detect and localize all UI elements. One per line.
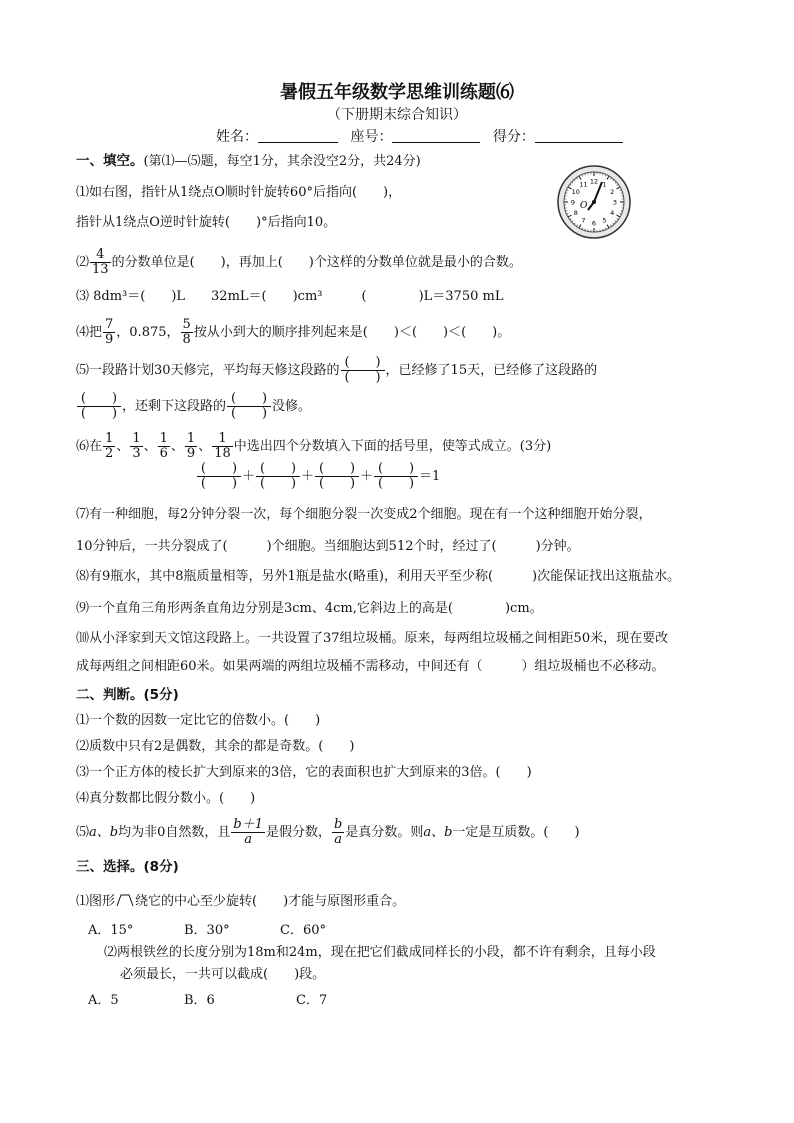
q7-line1: ⑺有一种细胞，每2分钟分裂一次，每个细胞分裂一次变成2个细胞。现在有一个这种细胞开始分裂，: [76, 507, 652, 522]
q4-text: 按从小到大的顺序排列起来是( )＜( )＜( )。: [193, 325, 511, 340]
q2-denominator: 13: [92, 262, 109, 277]
q4-f2-numerator: 5: [182, 317, 191, 332]
clock-number: 11: [579, 180, 588, 189]
q5-blank-num-2: ( ): [77, 392, 121, 407]
q6-fraction-den: 2: [105, 446, 114, 461]
q6-fraction-den: 6: [159, 446, 168, 461]
q6-fraction: [103, 432, 115, 461]
choice-q2-line1: ⑵两根铁丝的长度分别为18m和24m，现在把它们截成同样长的小段，都不许有剩余，且每小段: [104, 945, 656, 960]
q5-blank-num-1: ( ): [341, 356, 385, 371]
judge5-number: ⑸: [76, 825, 90, 840]
clock-number: 3: [612, 198, 618, 207]
q5-blank-fraction-1[interactable]: [341, 356, 385, 385]
q6-blank-den: ( ): [259, 476, 297, 491]
q6-blank-den: ( ): [318, 476, 356, 491]
q9: ⑼一个直角三角形两条直角边分别是3cm、4cm,它斜边上的高是( )cm。: [76, 601, 543, 616]
q2-fraction: [90, 248, 111, 277]
judge5-vars-2: a、b: [423, 825, 453, 840]
q6-separator: 、: [170, 439, 184, 454]
q5-blank-den-1: ( ): [344, 370, 381, 385]
clock-center-label: O: [580, 201, 588, 211]
judge5-f1-num: b＋1: [233, 817, 263, 832]
q1-line2: 指针从1绕点O逆时针旋转( )°后指向10。: [76, 215, 337, 230]
clock-number: 9: [570, 198, 576, 207]
q4: [76, 318, 510, 347]
q7-line2: 10分钟后，一共分裂成了( )个细胞。当细胞达到512个时，经过了( )分钟。: [76, 539, 580, 554]
q4-mid: ，0.875，: [116, 325, 180, 340]
q4-fraction-1: [103, 318, 115, 347]
section1-header: [76, 152, 421, 171]
q6-fraction: [212, 432, 233, 461]
judge-item-4: ⑷真分数都比假分数小。( ): [76, 791, 256, 806]
q6-fraction-den: 3: [132, 446, 141, 461]
q8: ⑻有9瓶水，其中8瓶质量相等，另外1瓶是盐水(略重)，利用天平至少称( )次能保证找出这瓶盐水。: [76, 569, 681, 584]
q6-separator: 、: [143, 439, 157, 454]
choice1-post: 绕它的中心至少旋转( )才能与原图形重合。: [135, 894, 406, 909]
judge5-text-1: 均为非0自然数，且: [118, 825, 231, 840]
q6-separator: 、: [116, 439, 130, 454]
score-blank[interactable]: [535, 128, 623, 143]
q6-fraction: [185, 432, 197, 461]
clock-number: 7: [581, 216, 586, 225]
q6-equation-blank[interactable]: [315, 462, 359, 491]
q6-line1: [76, 432, 551, 461]
q5-line2: [76, 392, 311, 421]
q6-separator: 、: [198, 439, 212, 454]
choice1-options: [88, 922, 326, 940]
choice1-option-a[interactable]: A．15°: [88, 923, 134, 938]
choice2-option-b[interactable]: B．6: [184, 993, 215, 1008]
q5-blank-den-2: ( ): [80, 406, 118, 421]
q6-fraction-list: [102, 431, 234, 461]
judge5-f2-den: a: [334, 832, 343, 847]
judge5-f2-num: b: [333, 817, 343, 832]
clock-number: 5: [602, 216, 607, 225]
judge-item-2: ⑵质数中只有2是偶数，其余的都是奇数。( ): [76, 739, 355, 754]
q6-equation: [196, 462, 440, 491]
q2-numerator: 4: [90, 248, 111, 263]
section3-heading: 三、选择。(8分): [76, 859, 179, 875]
q6-text-post: 中选出四个分数填入下面的括号里，使等式成立。(3分): [233, 439, 552, 454]
q6-fraction-den: 9: [186, 446, 196, 461]
plus-sign: ＋: [242, 469, 256, 484]
q10-line2: 成每两组之间相距60米。如果两端的两组垃圾桶不需移动，中间还有（ ）组垃圾桶也不必移动。: [76, 659, 665, 674]
judge5-fraction-1: [231, 818, 265, 847]
page-subtitle: （下册期末综合知识）: [327, 107, 467, 123]
q6-blank-num: ( ): [374, 462, 418, 477]
q6-blank-num: ( ): [315, 462, 359, 477]
q6-fraction-num: 1: [132, 431, 141, 446]
judge5-vars: a、b: [89, 825, 119, 840]
equals-one: ＝1: [419, 469, 441, 484]
clock-number: 1: [602, 180, 607, 189]
page-title: 暑假五年级数学思维训练题⑹: [280, 82, 514, 103]
judge5-text-4: 一定是互质数。( ): [452, 825, 580, 840]
q3: ⑶ 8dm³＝( )L 32mL＝( )cm³ ( )L＝3750 mL: [76, 289, 504, 304]
judge5-text-2: 是假分数，: [265, 825, 331, 840]
judge-item-1: ⑴一个数的因数一定比它的倍数小。( ): [76, 713, 321, 728]
clock-number: 4: [610, 209, 615, 217]
q6-fraction-den: 18: [214, 446, 231, 461]
choice2-option-c[interactable]: C．7: [296, 993, 328, 1008]
choice1-option-c[interactable]: C．60°: [280, 923, 326, 938]
q5-text-end: 没修。: [272, 399, 312, 414]
choice2-option-a[interactable]: A．5: [88, 993, 119, 1008]
choice-q1: [76, 892, 405, 911]
q6-equation-blank[interactable]: [256, 462, 300, 491]
q4-f2-denominator: 8: [182, 332, 191, 347]
judge-item-3: ⑶一个正方体的棱长扩大到原来的3倍，它的表面积也扩大到原来的3倍。( ): [76, 765, 532, 780]
seat-label: 座号：: [350, 129, 393, 145]
choice1-pre: ⑴图形: [76, 894, 116, 909]
q5-line1: [76, 356, 597, 385]
choice-q2-line2: 必须最长，一共可以截成( )段。: [120, 967, 326, 982]
choice1-option-b[interactable]: B．30°: [184, 923, 230, 938]
q4-f1-numerator: 7: [105, 317, 114, 332]
q5-blank-fraction-3[interactable]: [227, 392, 271, 421]
clock-number: 10: [571, 188, 580, 196]
q2: [76, 248, 522, 277]
clock-number: 6: [591, 219, 597, 228]
judge5-fraction-2: [332, 818, 344, 847]
q1-line1: ⑴如右图，指针从1绕点O顺时针旋转60°后指向( )，: [76, 185, 402, 200]
score-label: 得分：: [492, 129, 535, 145]
q5-text-post: ，已经修了15天，已经修了这段路的: [385, 363, 598, 378]
section2-heading: 二、判断。(5分): [76, 687, 179, 703]
q6-fraction-num: 1: [212, 432, 233, 447]
q4-number: ⑷把: [76, 325, 103, 340]
q5-text-pre: ⑸一段路计划30天修完，平均每天修这段路的: [76, 363, 340, 378]
student-info-row: [216, 126, 623, 146]
q5-blank-num-3: ( ): [227, 392, 271, 407]
q6-blank-den: ( ): [200, 476, 238, 491]
clock-center-dot: [592, 200, 596, 204]
name-blank[interactable]: [258, 128, 338, 143]
clock-number: 12: [589, 177, 599, 186]
choice2-options: [88, 992, 327, 1010]
q6-fraction: [158, 432, 170, 461]
section1-note: (第⑴—⑸题，每空1分，其余没空2分，共24分): [143, 154, 421, 169]
q5-blank-den-3: ( ): [230, 406, 268, 421]
judge-item-5: [76, 818, 580, 847]
q4-f1-denominator: 9: [105, 332, 114, 347]
q6-blank-num: ( ): [197, 462, 241, 477]
judge5-text-3: 是真分数。则: [345, 825, 424, 840]
name-label: 姓名：: [216, 129, 258, 145]
q6-fraction: [130, 432, 142, 461]
q2-text: 的分数单位是( )，再加上( )个这样的分数单位就是最小的合数。: [111, 255, 522, 270]
clock-figure: [556, 164, 632, 240]
seat-blank[interactable]: [392, 128, 480, 143]
q2-number: ⑵: [76, 255, 90, 270]
clock-number: 8: [573, 209, 578, 217]
section1-heading: 一、填空。: [76, 153, 144, 169]
hexagon-shape-icon: [115, 892, 135, 908]
q6-equation-blank[interactable]: [374, 462, 418, 491]
q6-text-pre: ⑹在: [76, 439, 103, 454]
clock-number: 2: [610, 188, 615, 196]
q6-blank-den: ( ): [377, 476, 415, 491]
q6-fraction-num: 1: [159, 431, 168, 446]
q6-fraction-num: 1: [105, 431, 114, 446]
judge5-f1-den: a: [244, 832, 253, 847]
plus-sign: ＋: [360, 469, 374, 484]
q4-fraction-2: [181, 318, 193, 347]
q6-fraction-num: 1: [186, 431, 196, 446]
q5-blank-fraction-2[interactable]: [77, 392, 121, 421]
plus-sign: ＋: [301, 469, 315, 484]
q6-equation-blank[interactable]: [197, 462, 241, 491]
q6-blank-num: ( ): [256, 462, 300, 477]
q5-text-mid: ，还剩下这段路的: [122, 399, 227, 414]
q10-line1: ⑽从小泽家到天文馆这段路上。一共设置了37组垃圾桶。原来，每两组垃圾桶之间相距50米，现在要改: [76, 631, 669, 646]
